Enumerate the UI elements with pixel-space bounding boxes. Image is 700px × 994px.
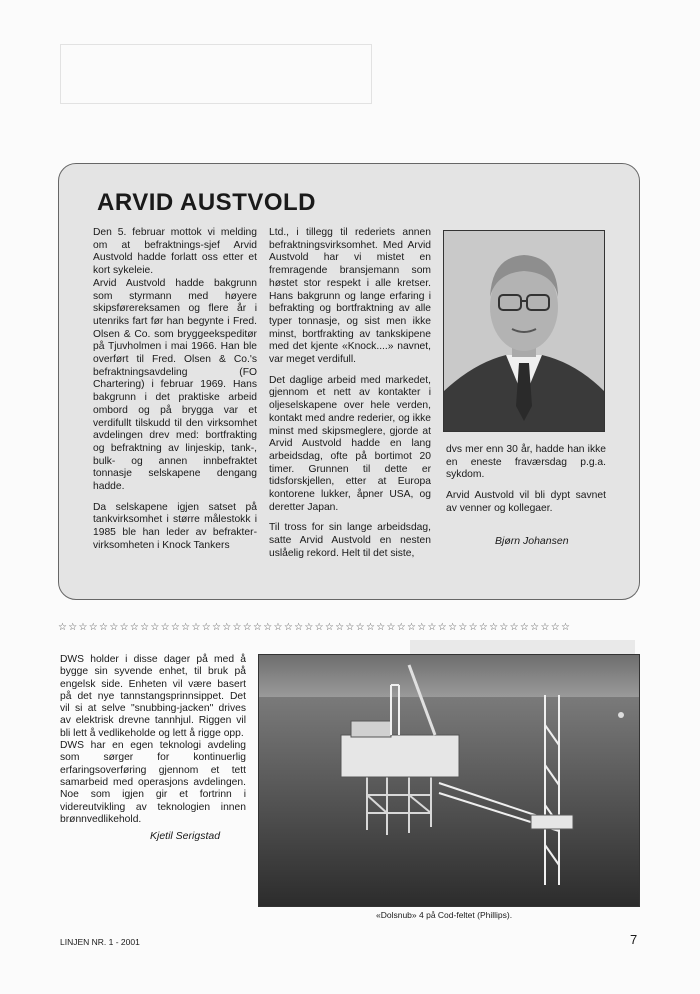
portrait-illustration [444,231,604,431]
obituary-box [58,163,640,600]
page-number: 7 [630,932,638,947]
paragraph: DWS holder i disse dager på med å bygge sin syvende enhet, til bruk på engelsk side. Enheten vil være basert på det nye tannstangsprinnsippet. Det vil si at selve "snubbing-jacken" drives av elektrisk drevne tannhjul. Riggen vil bli lett å vedlikeholde og lett å rigge opp. [60,654,246,739]
paragraph: Det daglige arbeid med markedet, gjennom et nett av kontakter i oljeselskapene over hele verden, kontakt med andre rederier, og ikke minst med skipsmeglere, gjorde at Arvid Austvold hadde en lang arbeidsdag, ofte på bortimot 20 timer. Grunnen til dette er tidsforskjellen, etter at Europa kontorene lukker, åpner USA, og deretter Japan. [269,374,431,513]
photo-caption: «Dolsnub» 4 på Cod-feltet (Phillips). [376,910,513,920]
paragraph: Arvid Austvold hadde bakgrunn som styrmann med høyere skipsførereksamen og flere år i utenriks fart før han begynte i Fred. Olsen & Co. som bryggeekspeditør på Tjuvholmen i mai 1966. Han ble overført til Fred. Olsen & Co.'s befraktningsavdeling (FO Chartering) i februar 1969. Hans bakgrunn i det praktiske arbeid ombord og på brygga var et verdifullt tilskudd til den virksomhet avdelingen drev med: bortfrakting og befraktning av linjeskip, tank-, bulk- og annen innbefraktet tonnasje selskapene dengang hadde. [93,277,257,493]
paragraph: Ltd., i tillegg til rederiets annen befraktningsvirksomhet. Med Arvid Austvold har vi mistet en fremragende bransjemann som høstet stor respekt i alle kretser. Hans bakgrunn og lange erfaring i befrakting og bortfraktning av alle typer tonnasje, og sist men ikke minst, bortfrakting av tankskipene med det kjente «Knock....» navnet, var meget verdifull. [269,227,431,366]
bleed-through-box [60,44,372,104]
oil-rig-photo [258,654,640,907]
obituary-signature: Bjørn Johansen [495,535,569,547]
dws-signature: Kjetil Serigstad [150,830,221,842]
paragraph: Den 5. februar mottok vi melding om at befraktnings-sjef Arvid Austvold hadde forlatt oss etter et kort sykeleie. [93,227,257,277]
paragraph: dvs mer enn 30 år, hadde han ikke en eneste fraværsdag p.g.a. sykdom. [446,444,606,481]
dws-article [60,654,246,826]
issue-footer: LINJEN NR. 1 - 2001 [60,937,140,947]
paragraph: Til tross for sin lange arbeidsdag, satte Arvid Austvold en nesten uslåelig rekord. Helt til det siste, [269,522,431,559]
paragraph: Arvid Austvold vil bli dypt savnet av venner og kollegaer. [446,490,606,514]
star-divider: ☆☆☆☆☆☆☆☆☆☆☆☆☆☆☆☆☆☆☆☆☆☆☆☆☆☆☆☆☆☆☆☆☆☆☆☆☆☆☆☆☆☆☆☆☆☆☆☆☆☆ [58,622,572,633]
portrait-photo [443,230,605,432]
bleed-through-text [380,36,640,66]
paragraph: DWS har en egen teknologi avdeling som sørger for kontinuerlig erfaringsoverføring gjennom et tett samarbeid med operasjons avdelingen. Noe som igjen gir et fortrinn i videreutvikling av teknologien innen brønnvedlikehold. [60,740,246,825]
obituary-column-3 [446,444,606,524]
oil-rig-illustration [259,655,639,906]
obituary-column-2 [269,227,431,569]
obituary-title: ARVID AUSTVOLD [97,189,317,216]
obituary-column-1 [93,227,257,561]
bleed-through-line [410,640,635,654]
paragraph: Da selskapene igjen satset på tankvirksomhet i større målestokk i 1985 ble han leder av befrakter-virksomheten i Knock Tankers [93,501,257,551]
